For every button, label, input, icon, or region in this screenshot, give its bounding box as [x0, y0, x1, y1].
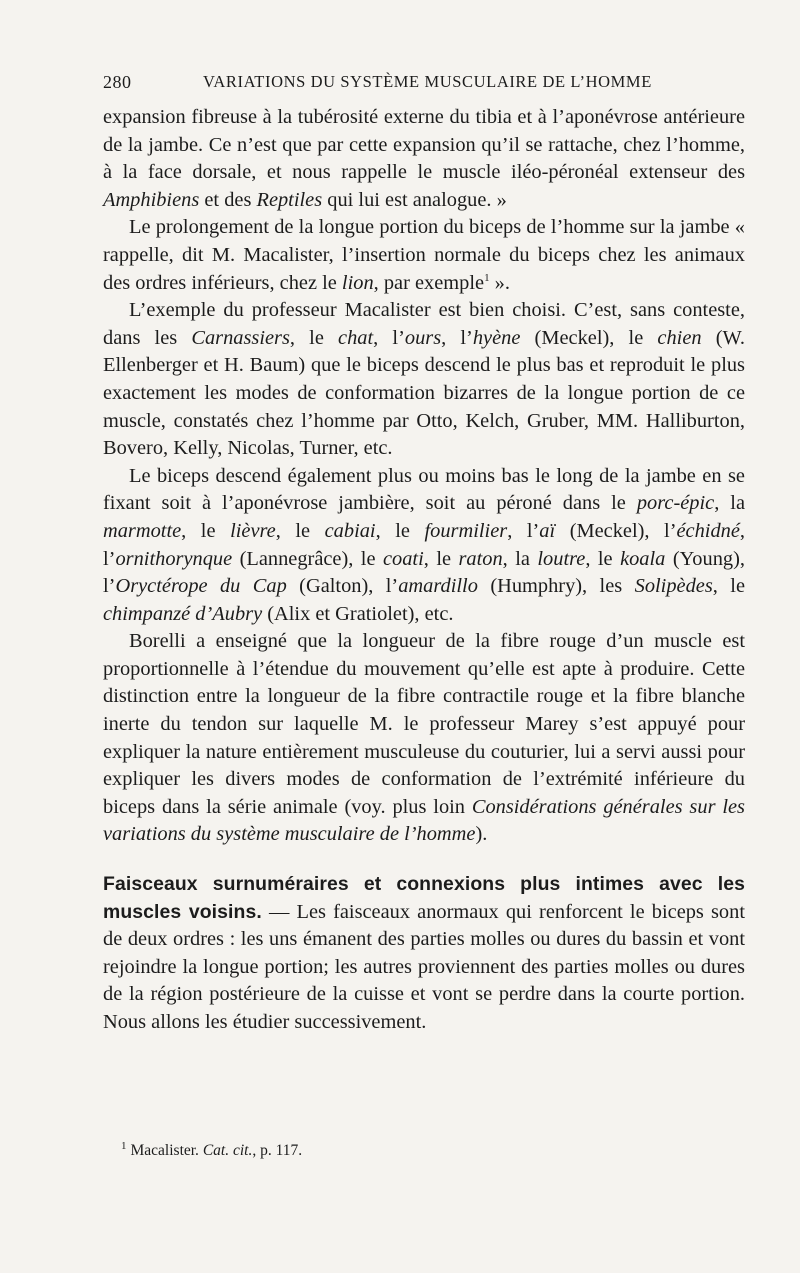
- footnote: $^1$ Macalister. Cat. cit., p. 117.: [121, 1140, 303, 1160]
- footnote-ref[interactable]: 1: [484, 271, 490, 284]
- paragraph-5: Borelli a enseigné que la longueur de la fibre rouge d’un muscle est proportionnelle à l’étendue du mouvement qu’elle est apte à produire. Cette distinction entre la longueur de la fibre contractile rouge et la fibre blanche inerte du tendon sur laquelle M. le professeur Marey s’est appuyé pour expliquer la nature entièrement musculeuse du couturier, lui a servi aussi pour expliquer les divers modes de conformation de l’extrémité inférieure du biceps dans la série animale (voy. plus loin Considérations générales sur les variations du système musculaire de l’homme).: [103, 630, 745, 846]
- running-title: VARIATIONS DU SYSTÈME MUSCULAIRE DE L’HOMME: [203, 72, 652, 91]
- paragraph-6: Faisceaux surnuméraires et connexions plus intimes avec les muscles voisins. — Les faisceaux anormaux qui renforcent le biceps sont de deux ordres : les uns émanent des parties molles ou dures du bassin et vont rejoindre la longue portion; les autres proviennent des parties molles ou dures de la région postérieure de la cuisse et vont se perdre dans la courte portion. Nous allons les étudier successivement.: [103, 873, 745, 1033]
- paragraph-4: Le biceps descend également plus ou moins bas le long de la jambe en se fixant soit à l’aponévrose jambière, soit au péroné dans le porc-épic, la marmotte, le lièvre, le cabiai, le fourmilier, l’aï (Meckel), l’échidné, l’ornithorynque (Lannegrâce), le coati, le raton, la loutre, le koala (Young), l’Oryctérope du Cap (Galton), l’amardillo (Humphry), les Solipèdes, le chimpanzé d’Aubry (Alix et Gratiolet), etc.: [103, 464, 746, 625]
- paragraph-1: expansion fibreuse à la tubérosité externe du tibia et à l’aponévrose antérieure de la jambe. Ce n’est que par cette expansion qu’il se rattache, chez l’homme, à la face dorsale, et nous rappelle le muscle iléo-péronéal extenseur des Amphibiens et des Reptiles qui lui est analogue. »: [103, 106, 745, 211]
- page-number: 280: [103, 72, 132, 92]
- paragraph-3: L’exemple du professeur Macalister est bien choisi. C’est, sans conteste, dans les Carnassiers, le chat, l’ours, l’hyène (Meckel), le chien (W. Ellenberger et H. Baum) que le biceps descend le plus bas et reproduit le plus exactement les modes de conformation bizarres de la longue portion de ce muscle, constatés chez l’homme par Otto, Kelch, Gruber, MM. Halliburton, Bovero, Kelly, Nicolas, Turner, etc.: [103, 299, 745, 460]
- footnote-mark: 1: [121, 1140, 127, 1152]
- section-heading: Faisceaux surnuméraires et connexions plus intimes avec les muscles voisins.: [103, 873, 745, 923]
- page-header: [103, 72, 743, 100]
- paragraph-2: Le prolongement de la longue portion du biceps de l’homme sur la jambe « rappelle, dit M. Macalister, l’insertion normale du biceps chez les animaux des ordres inférieurs, chez le lion, par exemple$^1$ ».: [103, 216, 745, 294]
- body-text: [103, 104, 745, 1037]
